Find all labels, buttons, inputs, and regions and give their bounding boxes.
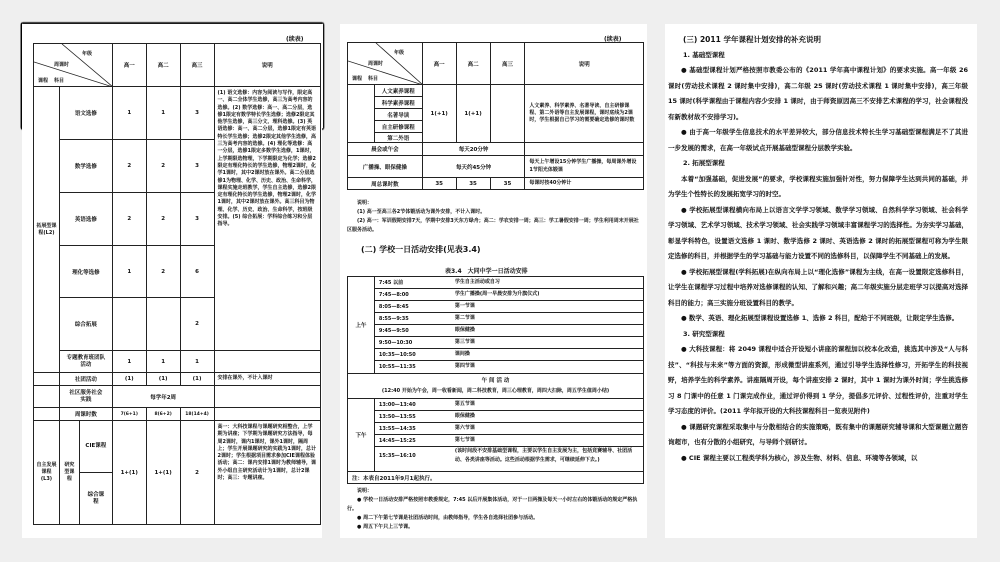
empty-note [214,408,320,421]
note-item: (1) 高一至高三各2节体锻活动为课外安排，不计入课时。 [357,209,486,215]
paragraph: ● CIE 课程主要以工程类学科为核心，涉及生物、材料、信息、环境等各领域，以 [681,453,918,462]
l3-note: 高一：大科技课程与课题研究相整合，上学期为讲座；下学期为课题研究方法指导，每周2课时，课内1课时，课外1课时，隔周上；学生开展课题研究的实践为1课时，总计2课时；学生根据项目需求参加CIE课程体验活动；高二：课内安排1课时为教师辅导，课外小组自主研究活动计为1课时，总计2课时；高三：专题讲座。 [214,421,320,525]
subject-cell: 专题教育班团队活动 [59,351,112,373]
schedule-activity: 眼保健操 [454,413,475,419]
header-hours: 周课时 [54,62,70,68]
header-note: 说明 [525,43,644,85]
morning-value: 每天20分钟 [422,143,525,156]
schedule-row [375,349,643,361]
noon-title: 午 间 活 动 [481,378,510,384]
comprehensive-label: 综合课程 [79,473,112,525]
group-l2: 拓展型课程(L2) [34,87,60,373]
value-cell: 1 [146,87,180,140]
total-g3: 35 [490,178,525,190]
value-cell: 1+(1) [146,421,180,525]
value-cell: 2 [180,298,214,351]
pm-list [375,399,643,465]
elective-g2: 1(+1) [456,85,490,143]
value-cell [146,298,180,351]
weekly-subject: 周课时数 [59,408,112,421]
bullet-text: 学校一日活动安排严格按照市教委规定，7:45 以后开展集体活动，对于一日两操及每天一小时左右的体锻活动的规定严格执行。 [347,497,638,512]
elective-item: 名著导读 [374,109,422,121]
club-subject: 社团活动 [59,373,112,386]
header-subject: 科目 [54,78,65,84]
empty-note [214,386,320,408]
empty-cell [34,373,60,386]
schedule-activity: 学生自主活动或自习 [454,279,500,285]
value-cell: 3 [180,87,214,140]
schedule-row [375,435,643,447]
header-g3: 高三 [180,44,214,87]
am-label: 上午 [348,277,375,374]
schedule-row [375,399,643,411]
value-cell: 7(6+1) [112,408,146,421]
total-g1: 35 [422,178,456,190]
club-note: 安排在课外，不计入课时 [214,373,320,386]
schedule-time: 9:50—10:30 [378,339,413,346]
continued-label-2: (续表) [604,36,622,43]
header-grade: 年级 [82,51,93,57]
value-cell: 2 [112,140,146,193]
schedule-time: 8:55—9:35 [378,315,409,322]
course-table-l2-l3 [33,43,321,525]
paragraph: ● 基础型课程计划严格按照市教委公布的《2011 学年高中课程计划》的要求实施。高一年级 26 课时(劳动技术课程 2 课时集中安排)，高二年级 25 课时(劳动技术课程 1 课时集中安排)，高三年级 15 课时(科学课程由于课程内容少安排 1 课时，由于师资原因高三不安排艺术课程的学习，社会课程没有新教材故不安排学习)。 [668,66,968,121]
note-item: (2) 高一：军训假期安排7天，学期中安排3天东方绿舟；高二：学农安排一周；高三：学工暑假安排一周；学生利用周末开展社区服务活动。 [347,218,639,233]
bullet-text: 周五下午只上三节课。 [363,524,414,530]
paragraph: 本着“加强基础，促进发展”的要求，学校课程实施加强针对性，努力保障学生达到共同的基础，并为学生个性特长的发展拓宽学习的时空。 [668,174,968,198]
notes2-title: 说明： [357,488,373,494]
subject-cell: 理化等选修 [59,246,112,298]
schedule-activity: 课间操 [454,351,470,357]
exercise-value: 每天约45分钟 [422,156,525,178]
header-g1: 高一 [112,44,146,87]
paragraph: ● 学校拓展型课程横向布局上以语言文学学习领域、数学学习领域、自然科学学习领域、社会科学学习领域、艺术学习领域、技术学习领域、社会实践学习领域丰富课程学习的选择性。为夯实学习基础，彰显学科特色，设置语文选修 1 课时、数学选修 2 课时、英语选修 2 课时的拓展型课程可称为学生限定选修的科目，并根据学生的学习基础与能力设置不同的选修科目，以保障学生不同基础上的发展。 [668,205,968,260]
value-cell: 2 [146,246,180,298]
schedule-time: 13:50—13:55 [378,413,416,420]
value-cell: (1) [180,373,214,386]
schedule-time: 7:45 以前 [378,280,404,286]
schedule-time: 7:45—8:00 [378,291,409,298]
schedule-row [375,411,643,423]
section-title-2: (二) 学校一日活动安排(见表3.4) [361,245,481,254]
am-list [375,277,643,372]
paragraph: ● 课题研究课程采取集中与分散相结合的实施策略，既有集中的课题研究辅导课和大型课题立题咨询超市，也有分散的小组研究，与导师个别研讨。 [668,422,968,446]
schedule-activity: 学生广播操(周一早晨安排为升旗仪式) [454,291,540,297]
notes-block [347,199,643,235]
elective-item: 科学素养课程 [374,97,422,109]
schedule-row [375,277,643,289]
exercise-label: 广播操、眼保健操 [348,156,423,178]
header-g3: 高三 [490,43,525,85]
schedule-activity: 第三节课 [454,339,475,345]
elective-item: 人文素养课程 [374,85,422,97]
header-hours: 周课时 [368,61,384,67]
value-cell: 3 [180,140,214,193]
group-l3: 自主发展课程(L3) [34,421,60,525]
value-cell: 3 [180,193,214,246]
schedule-activity: (该时间段不安排基础型课程，主要以学生自主发展为主，包括竞赛辅导、社团活动、各类讲座等活动。这些活动根据学生需求，可继续延伸下去。) [454,448,633,463]
schedule-activity: 第七节课 [454,437,475,443]
schedule-activity: 第六节课 [454,425,475,431]
schedule-row [375,447,643,465]
notes-title: 说明： [357,200,373,206]
schedule-row [375,301,643,313]
am-rows [374,277,643,374]
table-title-3-4: 表3.4 大同中学一日活动安排 [445,268,528,275]
elective-g1: 1(+1) [422,85,456,143]
schedule-row [375,423,643,435]
schedule-time: 8:05—8:45 [378,303,409,310]
schedule-row [375,289,643,301]
schedule-row [375,361,643,372]
schedule-time: 15:35—16:10 [378,453,416,459]
value-cell: (1) [146,373,180,386]
paragraph: ● 大科技课程：将 2049 课程中适合开设短小讲座的课程加以校本化改造，挑选其中涉及“人与科技”、“科技与未来”等方面的资源，形成微型讲座系列，通过引导学生选择性修习，开拓学生的科技视野，培养学生的科学素养。讲座隔周开设，每个讲座安排 2 课时，其中 1 课时为课外时间；学生挑选修习 8 门课中的任意 1 门课完成作业，通过评价得到 1 学分，提倡多元评价、过程性评价，注重对学生学习态度的评价。(2011 学年拟开设的大科技课程科目一览表见附件) [668,345,968,415]
elective-note: 人文素养、科学素养、名著导读、自主研修课程、第二外语等自主发展课程，课时底线为2课时，学生根据自己学习的需要确定选修的课时数 [525,85,644,143]
course-table-electives [347,42,644,190]
value-cell: 8(6+2) [146,408,180,421]
table-note: 注：本表自2011年9月1起执行。 [348,472,644,484]
exercise-note: 每天上午增设15分钟学生广播操，每周课外增设1节阳光体锻课 [525,156,644,178]
schedule-activity: 第二节课 [454,315,475,321]
daily-schedule-table [347,276,644,484]
paragraph: ● 数学、英语、理化拓展型课程设置选修 1、选修 2 科目，配给于不同班级，让限定学生选修。 [681,314,959,322]
paragraph: ● 由于高一年级学生信息技术的水平差异较大，部分信息技术特长生学习基础型课程满足不了其进一步发展的需求，在高一年级试点开展基础型课程分层教学实验。 [668,128,968,152]
total-note: 每课时按40分钟计 [525,178,644,190]
empty-note [525,143,644,156]
value-cell: 18(14+4) [180,408,214,421]
research-label: 研究型课程 [59,421,79,525]
header-subject: 科目 [368,76,379,82]
schedule-time: 10:55—11:35 [378,363,416,370]
value-cell: 2 [112,193,146,246]
page-3-text [668,32,968,466]
header-g2: 高二 [456,43,490,85]
notes2-block [347,487,643,532]
schedule-time: 9:45—9:50 [378,327,409,334]
bullet-item: ● 学校一日活动安排严格按照市教委规定，7:45 以后开展集体活动，对于一日两操及每天一小时左右的体锻活动的规定严格执行。 [347,497,638,512]
noon-detail: (12:40 开始为午会，周一收看新闻，周二科技教育，周三心理教育，周四大扫除，周五学生值周小结) [381,388,610,394]
header-note: 说明 [214,44,320,87]
schedule-time: 13:00—13:40 [378,401,416,408]
total-g2: 35 [456,178,490,190]
value-cell: 1 [146,351,180,373]
empty-group-cell [348,85,375,143]
paragraph: ● 学校拓展型课程(学科拓展)在纵向布局上以“理化选修”课程为主线，在高一设置限定选修科目，让学生在课程学习过程中培养对选修课程的认知、了解和兴趣；高二年级实施分层走班学习以提高对选择科目的能力；高三实施分班设置科目的教学。 [668,267,968,307]
schedule-row [375,313,643,325]
continued-label: (续表) [286,36,304,43]
schedule-time: 10:35—10:50 [378,351,416,358]
header-g2: 高二 [146,44,180,87]
heading-basic: 1. 基础型课程 [683,50,725,59]
value-cell: 1 [112,351,146,373]
section-title-3: (三) 2011 学年课程计划安排的补充说明 [683,35,821,44]
value-cell: 2 [180,421,214,525]
schedule-activity: 第五节课 [454,401,475,407]
empty-note [214,351,320,373]
diagonal-header [34,44,113,87]
header-course: 课程 [38,78,49,84]
subject-cell: 综合拓展 [59,298,112,351]
value-cell: 6 [180,246,214,298]
schedule-activity: 眼保健操 [454,327,475,333]
service-subject: 社区服务社会实践 [59,386,112,408]
subject-cell: 英语选修 [59,193,112,246]
service-value: 每学年2周 [112,386,214,408]
value-cell: 1 [112,87,146,140]
header-grade: 年级 [394,50,405,56]
header-course: 课程 [352,76,363,82]
diagonal-header-2 [348,43,423,85]
elective-item: 第二外语 [374,133,422,143]
l2-note: (1) 语文选修：内容为阅读与写作，限定高一、高二全体学生选修，高三为高考内容的选修。(2) 数学选修：高一、高二分层，选修1限定有数学特长学生选修；选修2限定其他学生选修，高三分文、理科选修。(3) 英语选修：高一、高二分层，选修1限定有英语特长学生选修；选修2限定其他学生选修，高三为高考内容的选修。(4) 理化等选修：高一分层，选修1限定多数学生选修，1课时，上学期限选物理，下学期限定为化学；选修2限定有理化特长的学生选修，物理2课时，化学1课时，其中2课时放在课外。高二分层选修1为物理、化学、历史、政治、生命科学，课程实施走班教学，学生自主选修，选修2限定有理化特长的学生选修，物理2课时，化学1课时，其中2课时放在课外。高三科目为物理、化学、历史、政治、生命科学，按班级安排。(5) 综合拓展：学科综合练习和分层指导。 [214,87,320,351]
schedule-time: 13:55—14:35 [378,425,416,432]
schedule-activity: 第一节课 [454,303,475,309]
pm-rows [374,399,643,472]
value-cell: 1 [112,246,146,298]
value-cell: 2 [146,140,180,193]
value-cell [112,298,146,351]
empty-cell [34,408,60,421]
heading-extended: 2. 拓展型课程 [683,159,725,167]
value-cell: 1+(1) [112,421,146,525]
heading-research: 3. 研究型课程 [683,329,725,338]
subject-cell: 数学选修 [59,140,112,193]
elective-item: 自主研修课程 [374,121,422,133]
subject-cell: 语文选修 [59,87,112,140]
schedule-row [375,325,643,337]
bullet-item: ● 周五下午只上三节课。 [357,524,414,530]
schedule-activity: 第四节课 [454,363,475,369]
value-cell: 1 [180,351,214,373]
total-label: 周总课时数 [348,178,423,190]
empty-cell [34,386,60,408]
bullet-text: 周二下午第七节课是社团活动时间，由教师指导，学生各自选择社团参与活动。 [363,515,539,521]
header-g1: 高一 [422,43,456,85]
value-cell: 2 [146,193,180,246]
cie-label: CIE课程 [79,421,112,473]
schedule-time: 14:45—15:25 [378,437,416,444]
value-cell: (1) [112,373,146,386]
morning-label: 晨会或午会 [348,143,423,156]
elective-g3 [490,85,525,143]
bullet-item: ● 周二下午第七节课是社团活动时间，由教师指导，学生各自选择社团参与活动。 [357,515,539,521]
noon-block [348,374,644,399]
schedule-row [375,337,643,349]
pm-label: 下午 [348,399,375,472]
